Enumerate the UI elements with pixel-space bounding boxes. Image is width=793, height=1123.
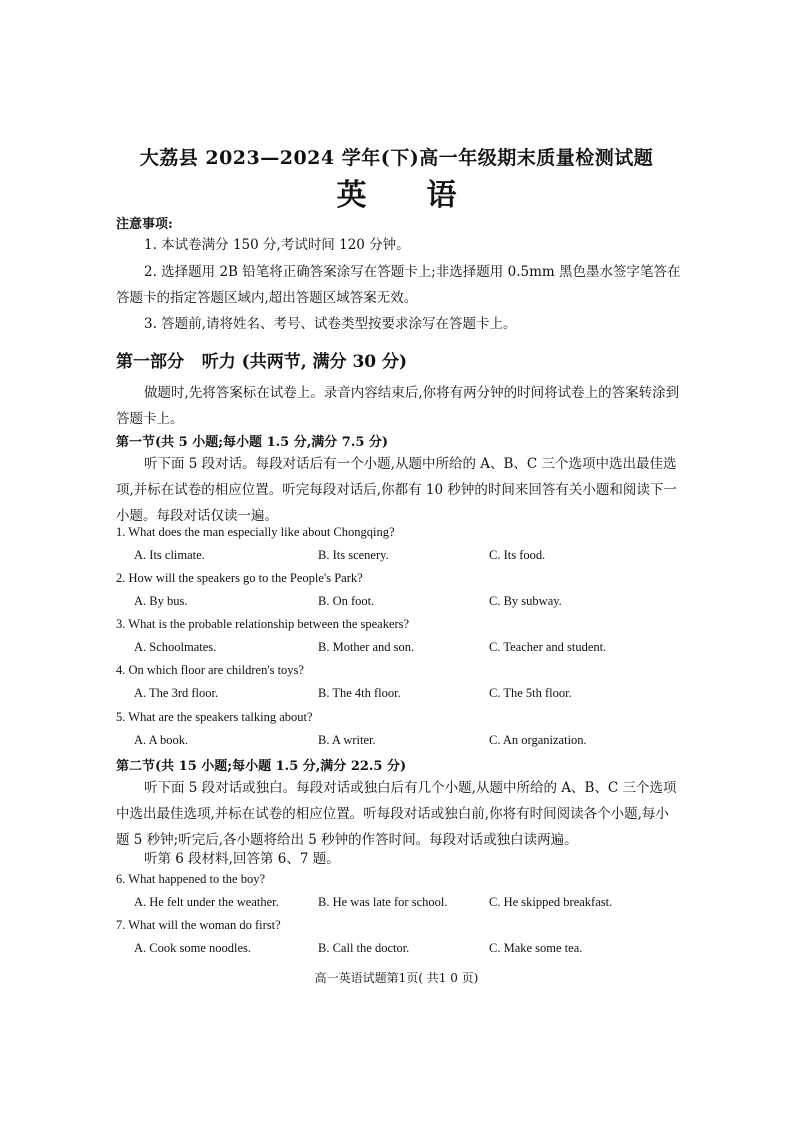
option-a: A. Its climate. bbox=[134, 548, 205, 562]
question-7: 7. What will the woman do first? bbox=[116, 918, 281, 932]
question-1-options bbox=[134, 548, 694, 566]
exam-title: 大荔县 2023—2024 学年(下)高一年级期末质量检测试题 bbox=[139, 147, 654, 169]
option-a: A. A book. bbox=[134, 733, 189, 747]
question-4-options bbox=[134, 686, 694, 704]
option-c: C. The 5th floor. bbox=[489, 686, 572, 700]
question-5-options bbox=[134, 733, 694, 751]
option-b: B. Mother and son. bbox=[318, 640, 415, 654]
option-c: C. Its food. bbox=[489, 548, 546, 562]
page-footer: 高一英语试题第1页( 共1 0 页) bbox=[314, 971, 479, 985]
note-item-3: 3. 答题前,请将姓名、考号、试卷类型按要求涂写在答题卡上。 bbox=[144, 316, 517, 332]
question-2-options bbox=[134, 594, 694, 612]
notes-heading: 注意事项: bbox=[116, 217, 173, 232]
question-6: 6. What happened to the boy? bbox=[116, 872, 266, 886]
question-7-options bbox=[134, 941, 694, 959]
part1-heading: 第一部分 听力 (共两节, 满分 30 分) bbox=[116, 352, 408, 372]
question-3-options bbox=[134, 640, 694, 658]
part1-instruction: 做题时,先将答案标在试卷上。录音内容结束后,你将有两分钟的时间将试卷上的答案转涂到答题卡上。 bbox=[116, 385, 680, 427]
question-2: 2. How will the speakers go to the People's Park? bbox=[116, 571, 363, 585]
option-c: C. An organization. bbox=[489, 733, 587, 747]
question-3: 3. What is the probable relationship between the speakers? bbox=[116, 617, 410, 631]
question-4: 4. On which floor are children's toys? bbox=[116, 663, 304, 677]
option-a: A. Schoolmates. bbox=[134, 640, 217, 654]
section2-material: 听第 6 段材料,回答第 6、7 题。 bbox=[144, 851, 340, 867]
option-b: B. On foot. bbox=[318, 594, 375, 608]
section1-instruction: 听下面 5 段对话。每段对话后有一个小题,从题中所给的 A、B、C 三个选项中选出最佳选项,并标在试卷的相应位置。听完每段对话后,你都有 10 秒钟的时间来回答有关小题和阅读下一小题。每段对话仅读一遍。 bbox=[116, 456, 677, 524]
subject-title: 英语 bbox=[336, 178, 517, 213]
question-6-options bbox=[134, 895, 694, 913]
option-c: C. Teacher and student. bbox=[489, 640, 607, 654]
section1-heading: 第一节(共 5 小题;每小题 1.5 分,满分 7.5 分) bbox=[116, 435, 389, 450]
option-a: A. The 3rd floor. bbox=[134, 686, 219, 700]
option-b: B. Its scenery. bbox=[318, 548, 389, 562]
note-item-2: 2. 选择题用 2B 铅笔将正确答案涂写在答题卡上;非选择题用 0.5mm 黑色墨水签字笔答在答题卡的指定答题区域内,超出答题区域答案无效。 bbox=[116, 264, 681, 306]
note-item-1: 1. 本试卷满分 150 分,考试时间 120 分钟。 bbox=[144, 237, 410, 253]
question-1: 1. What does the man especially like about Chongqing? bbox=[116, 525, 395, 539]
section2-heading: 第二节(共 15 小题;每小题 1.5 分,满分 22.5 分) bbox=[116, 759, 407, 774]
option-c: C. By subway. bbox=[489, 594, 562, 608]
question-5: 5. What are the speakers talking about? bbox=[116, 710, 313, 724]
option-a: A. By bus. bbox=[134, 594, 188, 608]
option-b: B. Call the doctor. bbox=[318, 941, 410, 955]
option-a: A. He felt under the weather. bbox=[134, 895, 279, 909]
option-a: A. Cook some noodles. bbox=[134, 941, 252, 955]
section2-instruction: 听下面 5 段对话或独白。每段对话或独白后有几个小题,从题中所给的 A、B、C 三个选项中选出最佳选项,并标在试卷的相应位置。听每段对话或独白前,你将有时间阅读各个小题,每小题 5 秒钟;听完后,各小题将给出 5 秒钟的作答时间。每段对话或独白读两遍。 bbox=[116, 780, 677, 848]
option-b: B. He was late for school. bbox=[318, 895, 448, 909]
option-b: B. A writer. bbox=[318, 733, 376, 747]
option-c: C. He skipped breakfast. bbox=[489, 895, 613, 909]
option-b: B. The 4th floor. bbox=[318, 686, 401, 700]
option-c: C. Make some tea. bbox=[489, 941, 583, 955]
